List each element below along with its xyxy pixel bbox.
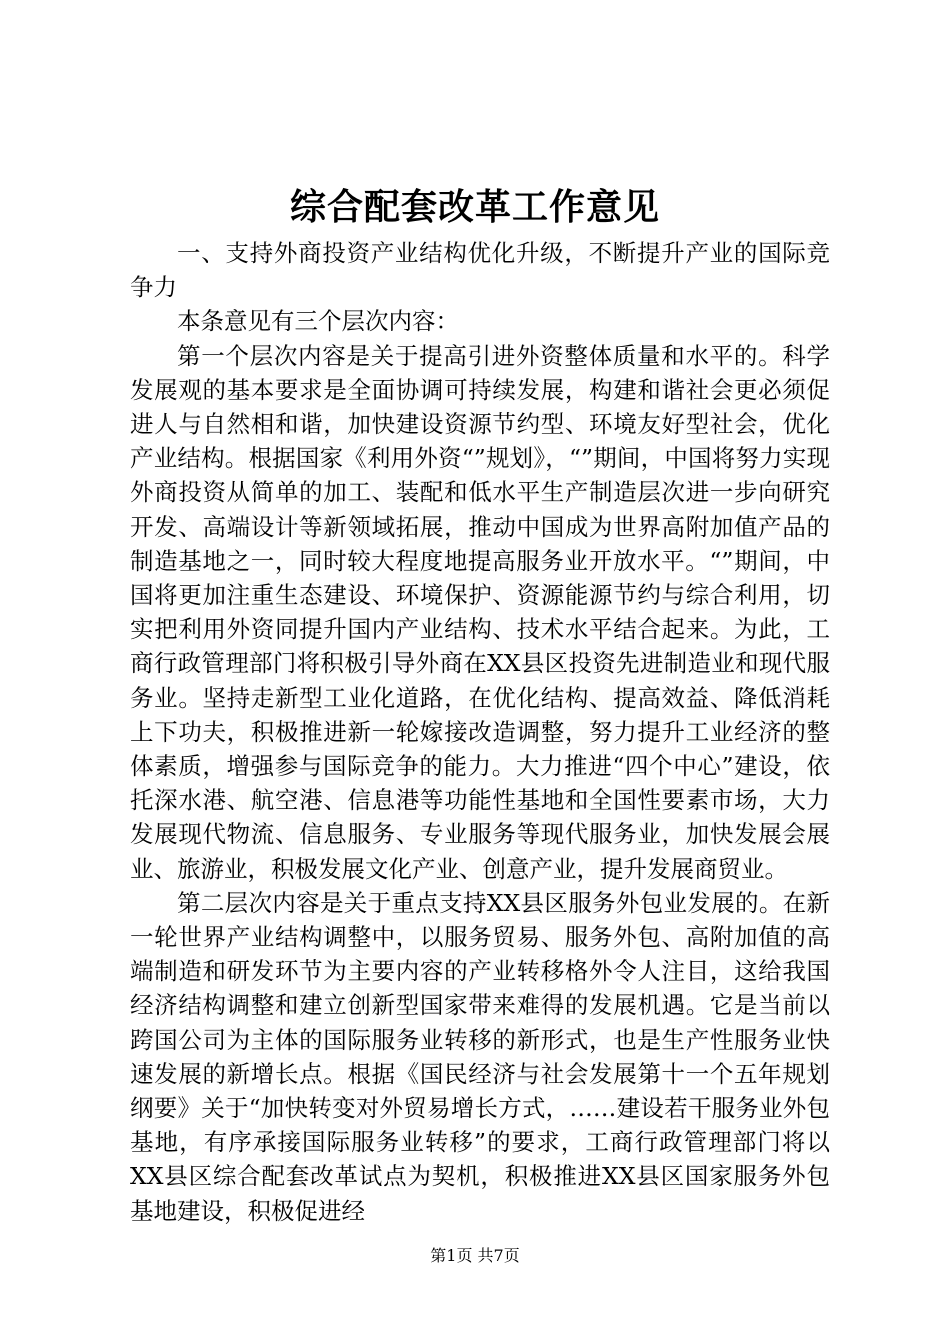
document-body xyxy=(130,236,830,1228)
paragraph-intro: 本条意见有三个层次内容： xyxy=(177,307,459,336)
paragraph-level-one: 第一个层次内容是关于提高引进外资整体质量和水平的。科学发展观的基本要求是全面协调可持续发展，构建和谐社会更必须促进人与自然相和谐，加快建设资源节约型、环境友好型社会，优化产业结构。根据国家《利用外资“”规划》，“”期间，中国将努力实现外商投资从简单的加工、装配和低水平生产制造层次进一步向研究开发、高端设计等新领域拓展，推动中国成为世界高附加值产品的制造基地之一，同时较大程度地提高服务业开放水平。“”期间，中国将更加注重生态建设、环境保护、资源能源节约与综合利用，切实把利用外资同提升国内产业结构、技术水平结合起来。为此，工商行政管理部门将积极引导外商在XX县区投资先进制造业和现代服务业。坚持走新型工业化道路，在优化结构、提高效益、降低消耗上下功夫，积极推进新一轮嫁接改造调整，努力提升工业经济的整体素质，增强参与国际竞争的能力。大力推进“四个中心”建设，依托深水港、航空港、信息港等功能性基地和全国性要素市场，大力发展现代物流、信息服务、专业服务等现代服务业，加快发展会展业、旅游业，积极发展文化产业、创意产业，提升发展商贸业。 xyxy=(130,341,830,883)
page-number-footer: 第1页 共7页 xyxy=(430,1246,520,1265)
section-heading: 一、支持外商投资产业结构优化升级，不断提升产业的国际竞争力 xyxy=(130,239,830,302)
document-title: 综合配套改革工作意见 xyxy=(289,186,660,228)
paragraph-level-two: 第二层次内容是关于重点支持XX县区服务外包业发展的。在新一轮世界产业结构调整中，以服务贸易、服务外包、高附加值的高端制造和研发环节为主要内容的产业转移格外令人注目，这给我国经济结构调整和建立创新型国家带来难得的发展机遇。它是当前以跨国公司为主体的国际服务业转移的新形式，也是生产性服务业快速发展的新增长点。根据《国民经济与社会发展第十一个五年规划纲要》关于“加快转变对外贸易增长方式，……建设若干服务业外包基地，有序承接国际服务业转移”的要求，工商行政管理部门将以XX县区综合配套改革试点为契机，积极推进XX县区国家服务外包基地建设，积极促进经 xyxy=(130,888,830,1225)
